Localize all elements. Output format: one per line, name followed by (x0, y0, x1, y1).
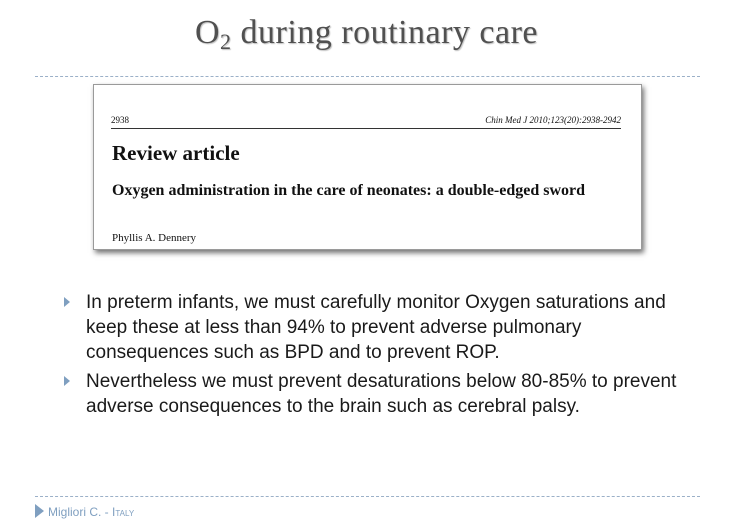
article-author: Phyllis A. Dennery (112, 232, 197, 244)
triangle-bullet-icon (64, 376, 70, 386)
bottom-divider (35, 496, 700, 497)
slide-title (0, 14, 733, 55)
top-divider (35, 76, 700, 77)
bullet-list (60, 290, 700, 423)
bullet-text: Nevertheless we must prevent desaturations below 80-85% to prevent adverse consequences to the brain such as cerebral palsy. (86, 371, 677, 417)
slide-footer (35, 504, 134, 519)
title-prefix: O (194, 14, 221, 51)
article-type: Review article (112, 141, 240, 165)
article-figure (93, 84, 642, 250)
title-suffix: during routinary care (231, 14, 539, 51)
article-title: Oxygen administration in the care of neonates: a double-edged sword (112, 182, 586, 199)
triangle-icon (35, 504, 44, 518)
article-header (111, 115, 621, 129)
bullet-text: In preterm infants, we must carefully monitor Oxygen saturations and keep these at less than 94% to prevent adverse pulmonary consequences such as BPD and to prevent ROP. (86, 292, 666, 363)
article-citation: Chin Med J 2010;123(20):2938-2942 (485, 115, 621, 125)
bullet-item (60, 290, 700, 365)
footer-country: Italy (112, 505, 135, 519)
footer-author: Migliori C. - (48, 505, 113, 519)
triangle-bullet-icon (64, 297, 70, 307)
bullet-item (60, 369, 700, 419)
title-subscript: 2 (220, 29, 232, 54)
article-page-number: 2938 (111, 115, 129, 125)
